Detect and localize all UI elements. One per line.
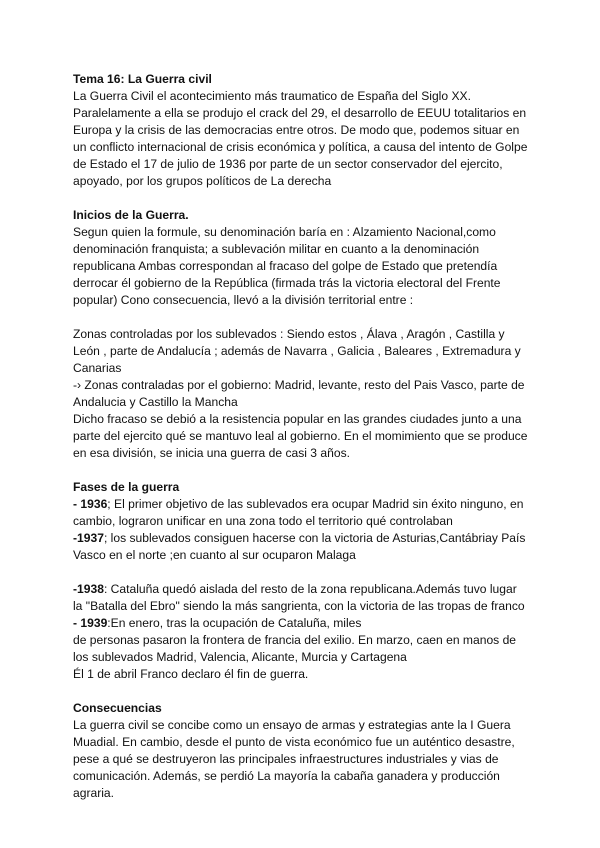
line-text: :En enero, tras la ocupación de Cataluña, miles [107,616,362,630]
text-line: Vasco en el norte ;en cuanto al sur ocuparon Malaga [73,548,356,562]
text-line [73,530,560,547]
fases-1936-1937 [73,496,560,564]
text-line: denominación franquista; a sublevación militar en cuanto a la denominación [73,242,480,256]
text-line: Paralelamente a ella se produjo el crack del 29, el desarrollo de EEUU totalitarios en [73,106,527,120]
text-line: republicana Ambas correspondan al fracaso del golpe de Estado que pretendía [73,259,498,273]
text-line: derrocar él gobierno de la República (firmada trás la victoria electoral del Frente [73,276,501,290]
section-heading-inicios: Inicios de la Guerra. [73,208,189,222]
text-line: un conflicto internacional de crisis económica y política, a causa del intento de Golpe [73,140,528,154]
text-line: Muadial. En cambio, desde el punto de vista económico fue un auténtico desastre, [73,735,515,749]
text-line: comunicación. Además, se perdió La mayoría la cabaña ganadera y producción [73,769,500,783]
text-line: en esa división, se inicia una guerra de casi 3 años. [73,446,350,460]
text-line: Segun quien la formule, su denominación baría en : Alzamiento Nacional,como [73,225,496,239]
text-line: León , parte de Andalucía ; además de Navarra , Galicia , Baleares , Extremadura y [73,344,521,358]
text-line: popular) Cono consecuencia, llevó a la división territorial entre : [73,293,414,307]
text-line: La guerra civil se concibe como un ensayo de armas y estrategias ante la I Guera [73,718,511,732]
intro-paragraph [73,88,560,190]
text-line: Europa y la crisis de las democracias entre otros. De modo que, podemos situar en [73,123,520,137]
text-line: agraria. [73,786,115,800]
text-line: Dicho fracaso se debió a la resistencia popular en las grandes ciudades junto a una [73,412,522,426]
year-label: - 1936 [73,497,108,511]
line-text: : Cataluña quedó aislada del resto de la zona republicana.Además tuvo lugar [103,582,517,596]
year-label: -1937 [73,531,104,545]
text-line [73,496,560,513]
text-line: cambio, lograron unificar en una zona todo el territorio qué controlaban [73,514,453,528]
inicios-paragraph [73,224,560,309]
fases-1938-1939 [73,581,560,683]
year-label: -1938 [73,582,104,596]
text-line: Zonas controladas por los sublevados : Siendo estos , Álava , Aragón , Castilla y [73,327,505,341]
text-line: parte del ejercito qué se mantuvo leal al gobierno. En el momimiento que se produce [73,429,528,443]
text-line [73,615,560,632]
text-line: pese a qué se destruyeron las principales infraestructures industriales y vias de [73,752,499,766]
text-line: de personas pasaron la frontera de francia del exilio. En marzo, caen en manos de [73,633,517,647]
year-label: - 1939 [73,616,108,630]
consecuencias-paragraph [73,717,560,802]
text-line: apoyado, por los grupos políticos de La derecha [73,174,332,188]
section-heading-fases: Fases de la guerra [73,480,180,494]
text-line: Andalucia y Castillo la Mancha [73,395,238,409]
line-text: ; los sublevados consiguen hacerse con la victoria de Asturias,Cantábriay País [103,531,526,545]
line-text: ; El primer objetivo de las sublevados era ocupar Madrid sin éxito ninguno, en [107,497,524,511]
text-line: -› Zonas contraladas por el gobierno: Madrid, levante, resto del Pais Vasco, parte de [73,378,525,392]
text-line: de Estado el 17 de julio de 1936 por parte de un sector conservador del ejercito, [73,157,503,171]
text-line [73,581,560,598]
text-line: la "Batalla del Ebro" siendo la más sangrienta, con la victoria de las tropas de franco [73,599,525,613]
document-title: Tema 16: La Guerra civil [73,72,212,86]
text-line: Él 1 de abril Franco declaro él fin de guerra. [73,667,309,681]
section-heading-consecuencias: Consecuencias [73,701,162,715]
zones-paragraph [73,326,560,462]
text-line: La Guerra Civil el acontecimiento más traumatico de España del Siglo XX. [73,89,471,103]
text-line: los sublevados Madrid, Valencia, Alicante, Murcia y Cartagena [73,650,407,664]
text-line: Canarias [73,361,122,375]
